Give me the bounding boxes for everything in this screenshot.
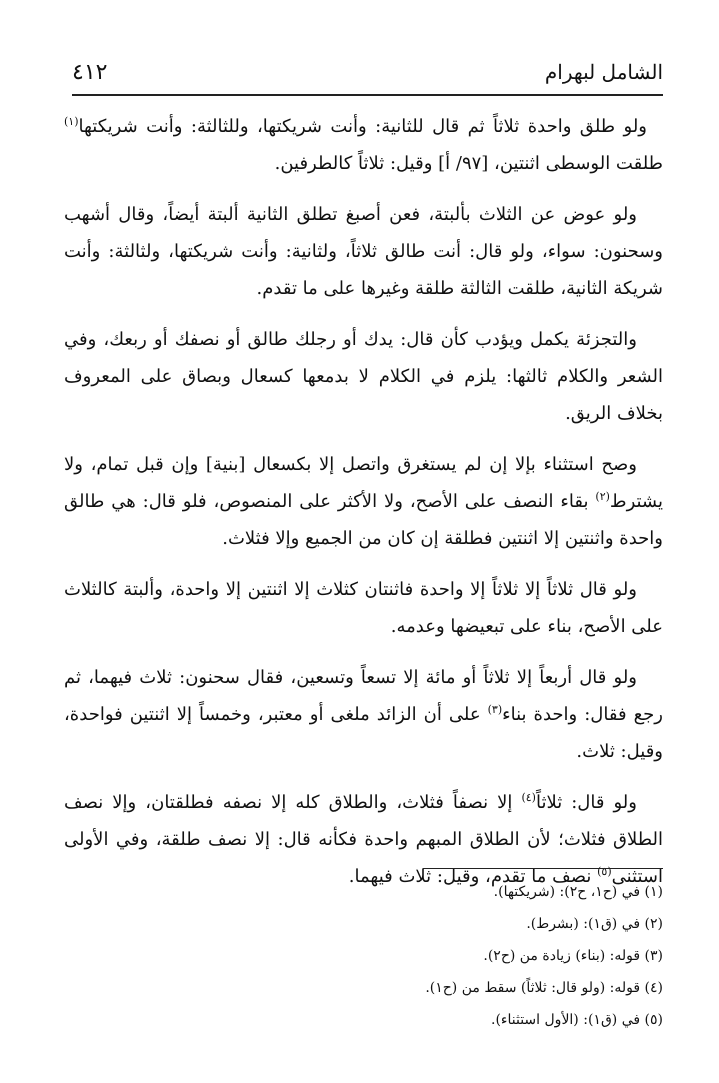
main-text (64, 108, 663, 909)
paragraph: ولو طلق واحدة ثلاثاً ثم قال للثانية: وأنت شريكتها، وللثالثة: وأنت شريكتها$^{(١)}$ طلقت الوسطى اثنتين، [٩٧/ أ] وقيل: ثلاثاً كالطرفين. (64, 115, 663, 174)
paragraph: ولو قال أربعاً إلا ثلاثاً أو مائة إلا تسعاً وتسعين، فقال سحنون: ثلاث فيهما، ثم رجع فقال: واحدة بناء$^{(٣)}$ على أن الزائد ملغى أو معتبر، وخمساً إلا اثنتين فواحدة، وقيل: ثلاث. (64, 667, 663, 762)
paragraph: ولو عوض عن الثلاث بألبتة، فعن أصبغ تطلق الثانية ألبتة أيضاً، وقال أشهب وسحنون: سواء، ولو قال: أنت طالق ثلاثاً، ولثانية: وأنت شريكتها، ولثالثة: وأنت شريكة الثانية، طلقت الثالثة طلقة وغيرها على ما تقدم. (64, 204, 663, 299)
footnote: (٥) في (ق١): (الأول استثناء). (491, 1012, 663, 1028)
footnote: (٣) قوله: (بناء) زيادة من (ح٢). (483, 948, 663, 964)
footnote-ref[interactable]: (٤) (521, 791, 536, 804)
footnote-ref[interactable]: (٢) (595, 490, 610, 503)
running-title: الشامل لبهرام (544, 60, 663, 84)
paragraph: وصح استثناء بإلا إن لم يستغرق واتصل إلا بكسعال [بنية] وإن قبل تمام، ولا يشترط$^{(٢)}$ بقاء النصف على الأصح، ولا الأكثر على المنصوص، فلو قال: هي طالق واحدة واثنتين إلا اثنتين فطلقة إن كان من الجميع وإلا فثلاث. (64, 454, 663, 549)
footnote-ref[interactable]: (٥) (597, 865, 612, 878)
paragraph: والتجزئة يكمل ويؤدب كأن قال: يدك أو رجلك طالق أو نصفك أو ربعك، وفي الشعر والكلام ثالثها: يلزم في الكلام لا بدمعها كسعال وبصاق على المعروف بخلاف الريق. (64, 329, 663, 424)
footnotes (64, 876, 663, 1036)
paragraph: ولو قال ثلاثاً إلا ثلاثاً إلا واحدة فاثنتان كثلاث إلا اثنتين إلا واحدة، وألبتة كالثلاث على الأصح، بناء على تبعيضها وعدمه. (64, 579, 663, 637)
page-number: ٤١٢ (72, 60, 108, 85)
footnote-ref[interactable]: (٣) (487, 703, 503, 716)
footnote: (٤) قوله: (ولو قال: ثلاثاً) سقط من (ح١). (425, 980, 663, 996)
footnote: (١) في (ح١، ح٢): (شريكتها). (493, 884, 663, 900)
footnote-ref[interactable]: (١) (64, 115, 79, 128)
paragraph: ولو قال: ثلاثاً$^{(٤)}$ إلا نصفاً فثلاث، والطلاق كله إلا نصفه فطلقتان، وإلا نصف الطلاق فثلاث؛ لأن الطلاق المبهم واحدة فكأنه قال: إلا نصف طلقة، وفي الأولى استثنى$^{(٥)}$ نصف ما تقدم، وقيل: ثلاث فيهما. (64, 791, 663, 887)
footnote: (٢) في (ق١): (بشرط). (526, 916, 663, 932)
footnote-separator (423, 868, 663, 869)
page-header (72, 58, 663, 96)
